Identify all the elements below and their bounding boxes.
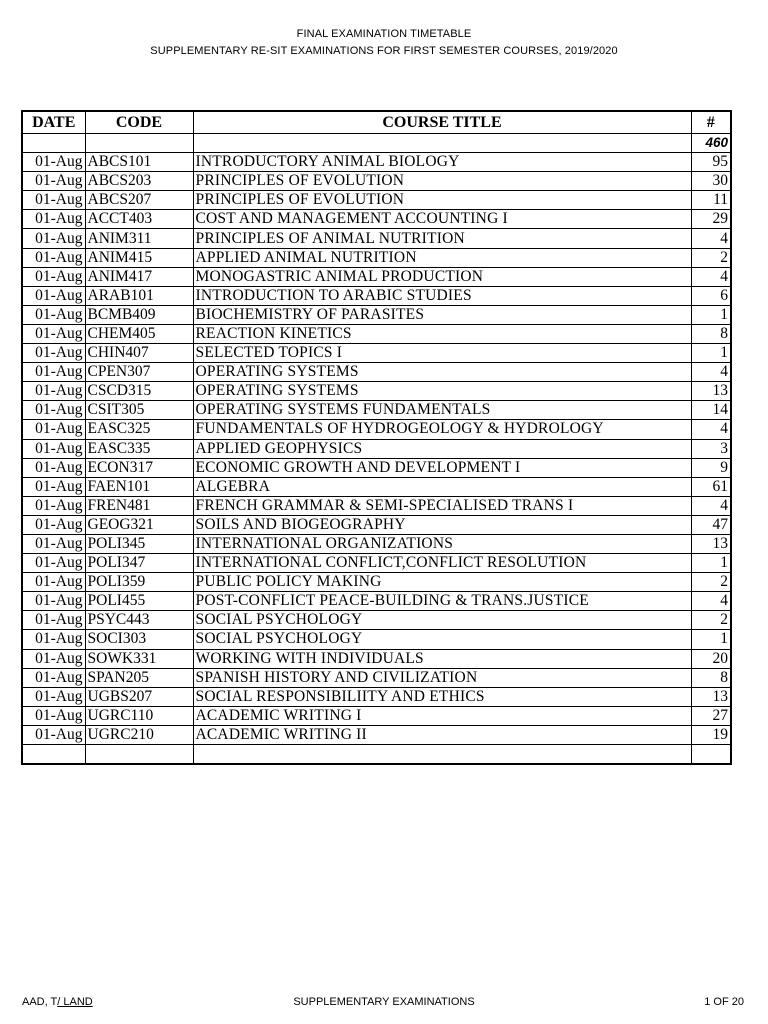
row-course-title: FUNDAMENTALS OF HYDROGEOLOGY & HYDROLOGY — [193, 420, 691, 439]
empty-cell — [691, 745, 731, 765]
table-row — [22, 286, 731, 305]
row-course-title: ACADEMIC WRITING II — [193, 725, 691, 744]
row-course-title: SELECTED TOPICS I — [193, 344, 691, 363]
row-student-count: 47 — [691, 515, 731, 534]
table-row — [22, 153, 731, 172]
empty-cell — [22, 745, 85, 765]
row-course-code: SPAN205 — [85, 668, 193, 687]
row-course-title: OPERATING SYSTEMS — [193, 363, 691, 382]
row-course-code: ACCT403 — [85, 210, 193, 229]
row-date: 01-Aug — [22, 420, 85, 439]
exam-timetable-table — [21, 110, 732, 765]
table-row — [22, 534, 731, 553]
row-course-code: CHIN407 — [85, 344, 193, 363]
table-row — [22, 687, 731, 706]
row-course-code: ABCS101 — [85, 153, 193, 172]
table-row — [22, 592, 731, 611]
column-header-code: CODE — [85, 111, 193, 134]
table-row — [22, 210, 731, 229]
row-student-count: 14 — [691, 401, 731, 420]
row-date: 01-Aug — [22, 477, 85, 496]
table-row — [22, 515, 731, 534]
table-row — [22, 668, 731, 687]
table-row — [22, 401, 731, 420]
row-course-title: SOCIAL RESPONSIBILIITY AND ETHICS — [193, 687, 691, 706]
page-number: 1 OF 20 — [704, 996, 744, 1008]
row-student-count: 1 — [691, 344, 731, 363]
row-course-title: COST AND MANAGEMENT ACCOUNTING I — [193, 210, 691, 229]
row-course-code: ECON317 — [85, 458, 193, 477]
row-course-code: SOCI303 — [85, 630, 193, 649]
row-student-count: 27 — [691, 706, 731, 725]
row-course-title: MONOGASTRIC ANIMAL PRODUCTION — [193, 267, 691, 286]
row-course-title: PRINCIPLES OF ANIMAL NUTRITION — [193, 229, 691, 248]
row-date: 01-Aug — [22, 344, 85, 363]
row-date: 01-Aug — [22, 592, 85, 611]
table-row — [22, 420, 731, 439]
row-student-count: 4 — [691, 363, 731, 382]
row-course-title: OPERATING SYSTEMS — [193, 382, 691, 401]
row-course-title: ALGEBRA — [193, 477, 691, 496]
row-date: 01-Aug — [22, 153, 85, 172]
row-course-title: BIOCHEMISTRY OF PARASITES — [193, 305, 691, 324]
row-course-title: OPERATING SYSTEMS FUNDAMENTALS — [193, 401, 691, 420]
row-course-title: PRINCIPLES OF EVOLUTION — [193, 172, 691, 191]
column-header-course-title: COURSE TITLE — [193, 111, 691, 134]
row-date: 01-Aug — [22, 611, 85, 630]
row-student-count: 61 — [691, 477, 731, 496]
row-course-code: ANIM311 — [85, 229, 193, 248]
row-course-code: ARAB101 — [85, 286, 193, 305]
row-course-code: CHEM405 — [85, 324, 193, 343]
row-course-code: CSCD315 — [85, 382, 193, 401]
row-course-code: EASC335 — [85, 439, 193, 458]
table-row — [22, 324, 731, 343]
row-course-code: POLI359 — [85, 573, 193, 592]
row-student-count: 2 — [691, 573, 731, 592]
row-course-title: SPANISH HISTORY AND CIVILIZATION — [193, 668, 691, 687]
row-student-count: 1 — [691, 630, 731, 649]
row-course-code: UGRC210 — [85, 725, 193, 744]
row-student-count: 13 — [691, 687, 731, 706]
table-row — [22, 573, 731, 592]
row-course-code: UGBS207 — [85, 687, 193, 706]
row-student-count: 20 — [691, 649, 731, 668]
row-course-title: SOCIAL PSYCHOLOGY — [193, 611, 691, 630]
row-course-title: INTRODUCTION TO ARABIC STUDIES — [193, 286, 691, 305]
table-row — [22, 248, 731, 267]
row-course-title: INTRODUCTORY ANIMAL BIOLOGY — [193, 153, 691, 172]
row-course-title: SOCIAL PSYCHOLOGY — [193, 630, 691, 649]
row-student-count: 1 — [691, 554, 731, 573]
row-student-count: 29 — [691, 210, 731, 229]
table-row — [22, 305, 731, 324]
table-row — [22, 439, 731, 458]
row-date: 01-Aug — [22, 382, 85, 401]
table-row — [22, 725, 731, 744]
table-row — [22, 229, 731, 248]
row-date: 01-Aug — [22, 229, 85, 248]
row-course-title: FRENCH GRAMMAR & SEMI-SPECIALISED TRANS I — [193, 496, 691, 515]
row-course-code: POLI345 — [85, 534, 193, 553]
row-course-title: ECONOMIC GROWTH AND DEVELOPMENT I — [193, 458, 691, 477]
row-student-count: 13 — [691, 534, 731, 553]
total-row — [22, 134, 731, 153]
row-student-count: 30 — [691, 172, 731, 191]
row-student-count: 11 — [691, 191, 731, 210]
row-date: 01-Aug — [22, 725, 85, 744]
footer-caption: SUPPLEMENTARY EXAMINATIONS — [293, 996, 475, 1008]
row-course-code: ABCS207 — [85, 191, 193, 210]
row-student-count: 1 — [691, 305, 731, 324]
row-student-count: 3 — [691, 439, 731, 458]
table-row — [22, 267, 731, 286]
row-student-count: 19 — [691, 725, 731, 744]
empty-cell — [85, 745, 193, 765]
table-row — [22, 496, 731, 515]
row-course-title: INTERNATIONAL CONFLICT,CONFLICT RESOLUTION — [193, 554, 691, 573]
row-course-title: ACADEMIC WRITING I — [193, 706, 691, 725]
table-row — [22, 649, 731, 668]
row-date: 01-Aug — [22, 363, 85, 382]
row-course-code: ABCS203 — [85, 172, 193, 191]
row-course-title: PRINCIPLES OF EVOLUTION — [193, 191, 691, 210]
total-row-empty-cell — [22, 134, 85, 153]
row-course-code: UGRC110 — [85, 706, 193, 725]
document-subtitle: SUPPLEMENTARY RE-SIT EXAMINATIONS FOR FIRST SEMESTER COURSES, 2019/2020 — [150, 45, 618, 57]
row-date: 01-Aug — [22, 324, 85, 343]
row-student-count: 6 — [691, 286, 731, 305]
row-date: 01-Aug — [22, 554, 85, 573]
row-date: 01-Aug — [22, 172, 85, 191]
row-course-code: POLI455 — [85, 592, 193, 611]
row-date: 01-Aug — [22, 439, 85, 458]
table-row — [22, 554, 731, 573]
footer-author-underlined: / LAND — [57, 996, 93, 1008]
table-header-row — [22, 111, 731, 134]
row-course-title: SOILS AND BIOGEOGRAPHY — [193, 515, 691, 534]
row-student-count: 4 — [691, 592, 731, 611]
row-student-count: 2 — [691, 611, 731, 630]
row-student-count: 8 — [691, 668, 731, 687]
row-course-code: BCMB409 — [85, 305, 193, 324]
row-student-count: 4 — [691, 420, 731, 439]
total-count: 460 — [691, 134, 731, 153]
row-date: 01-Aug — [22, 267, 85, 286]
row-course-code: CPEN307 — [85, 363, 193, 382]
row-course-code: FAEN101 — [85, 477, 193, 496]
row-date: 01-Aug — [22, 191, 85, 210]
row-student-count: 4 — [691, 496, 731, 515]
row-course-title: APPLIED ANIMAL NUTRITION — [193, 248, 691, 267]
row-course-title: POST-CONFLICT PEACE-BUILDING & TRANS.JUSTICE — [193, 592, 691, 611]
table-row — [22, 477, 731, 496]
row-course-title: WORKING WITH INDIVIDUALS — [193, 649, 691, 668]
row-date: 01-Aug — [22, 210, 85, 229]
row-date: 01-Aug — [22, 630, 85, 649]
row-date: 01-Aug — [22, 248, 85, 267]
empty-cell — [193, 745, 691, 765]
row-date: 01-Aug — [22, 534, 85, 553]
row-date: 01-Aug — [22, 496, 85, 515]
row-student-count: 8 — [691, 324, 731, 343]
row-course-title: PUBLIC POLICY MAKING — [193, 573, 691, 592]
total-row-empty-cell — [193, 134, 691, 153]
row-course-code: GEOG321 — [85, 515, 193, 534]
row-date: 01-Aug — [22, 573, 85, 592]
row-student-count: 4 — [691, 229, 731, 248]
table-row — [22, 458, 731, 477]
table-row — [22, 172, 731, 191]
column-header-count: # — [691, 111, 731, 134]
column-header-date: DATE — [22, 111, 85, 134]
row-student-count: 2 — [691, 248, 731, 267]
row-course-code: EASC325 — [85, 420, 193, 439]
row-course-title: INTERNATIONAL ORGANIZATIONS — [193, 534, 691, 553]
row-course-code: ANIM417 — [85, 267, 193, 286]
row-student-count: 95 — [691, 153, 731, 172]
row-date: 01-Aug — [22, 401, 85, 420]
row-course-title: APPLIED GEOPHYSICS — [193, 439, 691, 458]
table-body — [22, 134, 731, 765]
table-row — [22, 706, 731, 725]
table-row — [22, 191, 731, 210]
row-date: 01-Aug — [22, 706, 85, 725]
row-date: 01-Aug — [22, 687, 85, 706]
row-student-count: 9 — [691, 458, 731, 477]
row-date: 01-Aug — [22, 515, 85, 534]
row-date: 01-Aug — [22, 649, 85, 668]
table-row — [22, 344, 731, 363]
table-row — [22, 363, 731, 382]
row-course-code: FREN481 — [85, 496, 193, 515]
table-row — [22, 611, 731, 630]
row-course-title: REACTION KINETICS — [193, 324, 691, 343]
row-date: 01-Aug — [22, 286, 85, 305]
total-row-empty-cell — [85, 134, 193, 153]
row-date: 01-Aug — [22, 458, 85, 477]
row-course-code: PSYC443 — [85, 611, 193, 630]
row-student-count: 13 — [691, 382, 731, 401]
table-row — [22, 382, 731, 401]
table-row — [22, 630, 731, 649]
row-course-code: ANIM415 — [85, 248, 193, 267]
row-date: 01-Aug — [22, 668, 85, 687]
document-title: FINAL EXAMINATION TIMETABLE — [296, 28, 472, 40]
footer-author-prefix: AAD, T — [22, 996, 58, 1008]
row-student-count: 4 — [691, 267, 731, 286]
row-course-code: CSIT305 — [85, 401, 193, 420]
empty-row — [22, 745, 731, 765]
row-course-code: SOWK331 — [85, 649, 193, 668]
row-date: 01-Aug — [22, 305, 85, 324]
row-course-code: POLI347 — [85, 554, 193, 573]
